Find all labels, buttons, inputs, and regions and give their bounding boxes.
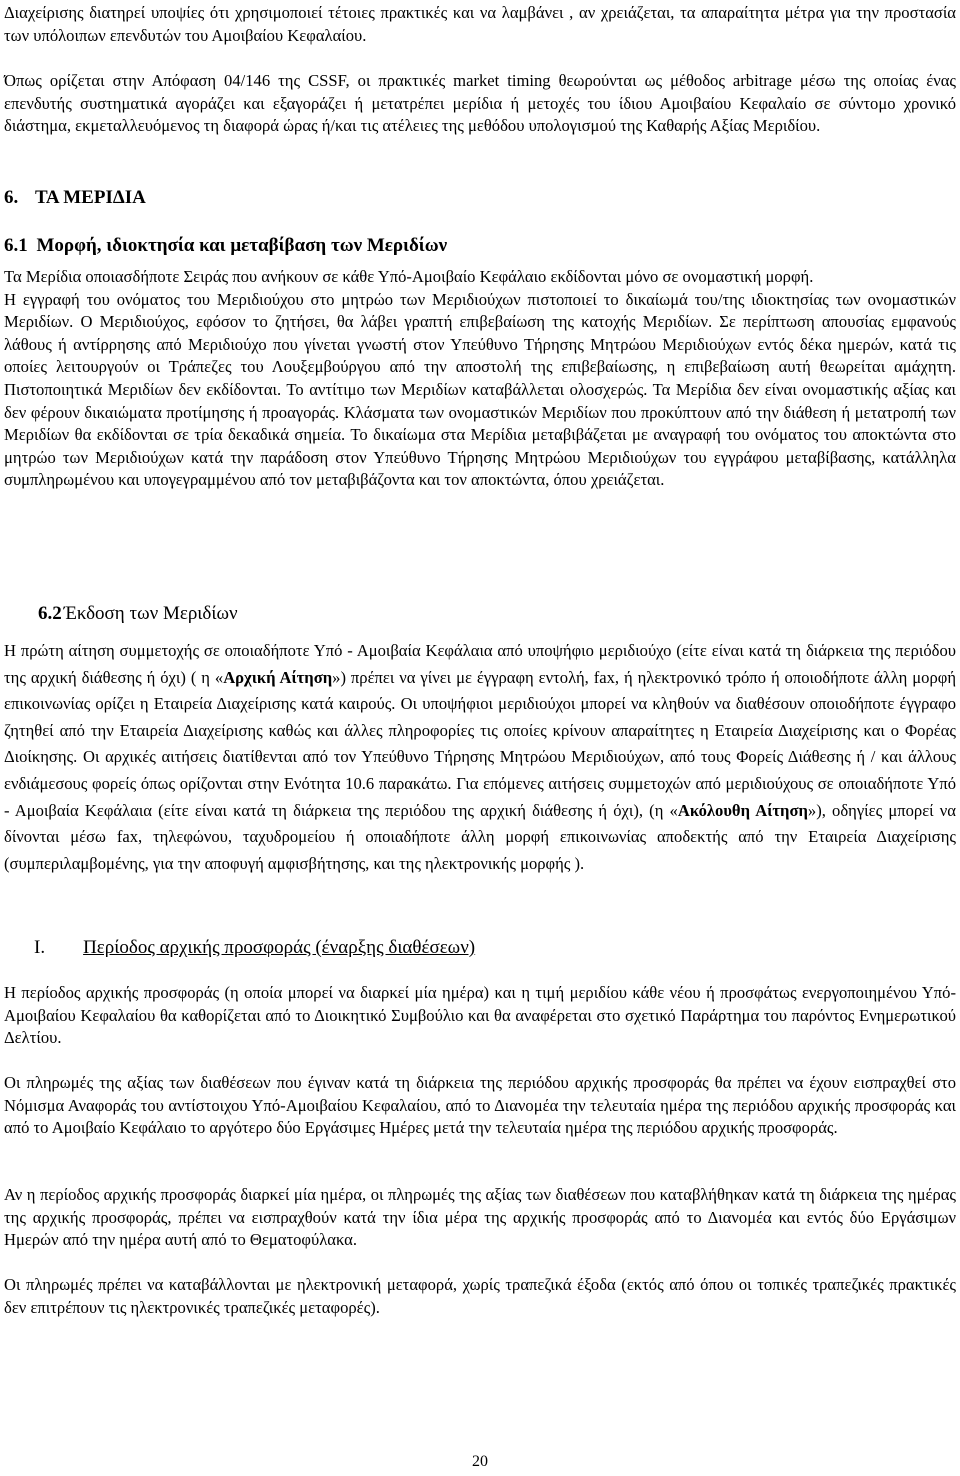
paragraph-text: Η περίοδος αρχικής προσφοράς (η οποία μπορεί να διαρκεί μία ημέρα) και η τιμή μεριδίου κάθε νέου ή προσφάτως ενεργοποιημένου Υπό-Αμοιβαίου Κεφαλαίου θα καθορίζεται από το Διοικητικό Συμβούλιο και θα αναφέρεται στο σχετικό Παράρτημα του παρόντος Ενημερωτικού Δελτίου. [4, 983, 956, 1048]
section-6-1-body [4, 266, 956, 492]
text-segment: ») πρέπει να γίνει με έγγραφη εντολή, fax, ή ηλεκτρονικό τρόπο ή οποιοδήποτε άλλη μορφή επικοινωνίας ορίζει η Εταιρεία Διαχείρισης κατά καιρούς. Οι υποψήφιοι μεριδιούχοι μπορεί να κληθούν να διαθέσουν οποιοδήποτε έγγραφο ζητηθεί από την Εταιρεία Διαχείρισης καθώς και άλλες πληροφορίες τις οποίες κρίνουν απαραίτητες η Εταιρεία Διαχείρισης και ο Φορέας Διοίκησης. Οι αρχικές αιτήσεις διατίθενται από τον Υπεύθυνο Τήρησης Μητρώου Μεριδιούχων, από τους Φορείς Διάθεσης ή / και άλλους ενδιάμεσους φορείς όπως ορίζονται στην Ενότητα 10.6 παρακάτω. Για επόμενες αιτήσεις συμμετοχών από μεριδιούχους σε οποιαδήποτε Υπό - Αμοιβαία Κεφάλαια (είτε είναι κατά τη διάρκεια της περιόδου της αρχική διάθεσης ή όχι), (η « [4, 667, 957, 820]
subsection-numeral: I. [34, 937, 46, 958]
section-title: ΤΑ ΜΕΡΙΔΙΑ [35, 187, 146, 208]
intro-tail-paragraph [4, 2, 956, 47]
initial-offer-paragraph-3 [4, 1184, 956, 1252]
subsequent-application-term: Ακόλουθη Αίτηση [677, 800, 808, 820]
paragraph-text: Αν η περίοδος αρχικής προσφοράς διαρκεί μία ημέρα, οι πληρωμές της αξίας των διαθέσεων που καταβλήθηκαν κατά τη διάρκεια της ημέρας της αρχικής προσφοράς, πρέπει να εισπραχθούν κατά την ίδια μέρα της αρχικής προσφοράς από το Διανομέα και εντός δύο Εργάσιμων Ημερών από την ημέρα αυτή από το Θεματοφύλακα. [4, 1185, 956, 1250]
section-6-heading [4, 186, 146, 210]
paragraph-text: Όπως ορίζεται στην Απόφαση 04/146 της CSSF, οι πρακτικές market timing θεωρούνται ως μέθοδος arbitrage μέσω της οποίας ένας επενδυτής συστηματικά αγοράζει και εξαγοράζει ή μετατρέπει μερίδια ή μετοχές του ίδιου Αμοιβαίου Κεφαλαίο σε σύντομο χρονικό διάστημα, εκμεταλλευόμενος τη διαφορά ώρας ή/και τις ατέλειες της μεθόδου υπολογισμού της Καθαρής Αξίας Μεριδίου. [4, 71, 956, 136]
initial-offer-paragraph-2 [4, 1072, 956, 1140]
page-number: 20 [472, 1453, 488, 1470]
paragraph-text: Οι πληρωμές πρέπει να καταβάλλονται με ηλεκτρονική μεταφορά, χωρίς τραπεζικά έξοδα (εκτός από όπου οι τοπικές τραπεζικές πρακτικές δεν επιτρέπουν τις ηλεκτρονικές τραπεζικές μεταφορές). [4, 1275, 956, 1317]
section-body-text: Η εγγραφή του ονόματος του Μεριδιούχου στο μητρώο των Μεριδιούχων πιστοποιεί το δικαίωμά του/της ιδιοκτησίας των ονομαστικών Μεριδίων. Ο Μεριδιούχος, εφόσον το ζητήσει, θα λάβει γραπτή επιβεβαίωση της κατοχής Μεριδίων. Σε περίπτωση απουσίας εμφανούς λάθους ή αντίρρησης από Μεριδιούχο που γίνεται γνωστή στον Υπεύθυνο Τήρησης Μητρώου Μεριδιούχων εντός δέκα ημερών, κατά τις οποίες λειτουργούν οι Τράπεζες του Λουξεμβούργου από την αποστολή της επιβεβαίωσης, η επιβεβαίωση αυτή θεωρείται αμάχητη. Πιστοποιητικά Μεριδίων δεν εκδίδονται. Το αντίτιμο των Μεριδίων καταβάλλεται ολοσχερώς. Τα Μερίδια δεν είναι ονομαστικής αξίας και δεν φέρουν δικαιώματα προτίμησης ή προαγοράς. Κλάσματα των ονομαστικών Μεριδίων που προκύπτουν από την διάθεση ή μετατροπή των Μεριδίων θα εκδίδονται σε τρία δεκαδικά σημεία. Το δικαίωμα στα Μερίδια μεταβιβάζεται με αναγραφή του ονόματος του αποκτώντα στο μητρώο των Μεριδιούχων κατά την παράδοση στον Υπεύθυνο Τήρησης Μητρώου Μεριδιούχων του εγγράφου μεταβίβασης, κατάλληλα συμπληρωμένου και υπογεγραμμένου από τον μεταβιβάζοντα και τον αποκτώντα, όπου χρειάζεται. [4, 289, 956, 490]
subsection-title: Περίοδος αρχικής προσφοράς (έναρξης διαθέσεων) [83, 937, 476, 958]
text-segment: Η πρώτη αίτηση συμμετοχής σε οποιαδήποτε Υπό - Αμοιβαία Κεφάλαια από υποψήφιο μεριδιούχο (είτε είναι κατά τη διάρκεια της περιόδου της αρχική διάθεσης ή όχι) ( η « [4, 641, 956, 687]
section-6-1-heading [4, 234, 447, 258]
market-timing-paragraph [4, 70, 956, 138]
section-lead-sentence: Τα Μερίδια οποιασδήποτε Σειράς που ανήκουν σε κάθε Υπό-Αμοιβαίο Κεφάλαιο εκδίδονται μόνο σε ονομαστική μορφή. [4, 267, 814, 286]
section-6-2-body [4, 638, 956, 877]
section-title: Έκδοση των Μεριδίων [63, 603, 238, 624]
section-number: 6. [4, 187, 19, 208]
paragraph-text: Οι πληρωμές της αξίας των διαθέσεων που έγιναν κατά τη διάρκεια της περιόδου αρχικής προσφοράς θα πρέπει να έχουν εισπραχθεί στο Νόμισμα Αναφοράς του αντίστοιχου Υπό-Αμοιβαίου Κεφαλαίου, από το Διανομέα την τελευταία ημέρα της περιόδου αρχικής προσφοράς και από το Αμοιβαίο Κεφάλαιο το αργότερο δύο Εργάσιμες Ημέρες μετά την τελευταία ημέρα της περιόδου αρχικής προσφοράς. [4, 1073, 956, 1138]
paragraph-text: Διαχείρισης διατηρεί υποψίες ότι χρησιμοποιεί τέτοιες πρακτικές και να λαμβάνει , αν χρειάζεται, τα απαραίτητα μέτρα για την προστασία των υπόλοιπων επενδυτών του Αμοιβαίου Κεφαλαίου. [4, 3, 956, 45]
issuance-paragraph [4, 638, 956, 877]
section-number: 6.1 [4, 235, 28, 256]
text-segment: »), οδηγίες μπορεί να δίνονται μέσω fax, τηλεφώνου, ταχυδρομείου ή οποιαδήποτε άλλη μορφή επικοινωνίας αποδεκτής από την Εταιρεία Διαχείρισης (συμπεριλαμβομένης, για την αποφυγή αμφισβήτησης, και της ηλεκτρονικής μορφής ). [4, 800, 957, 873]
initial-offer-paragraph-1 [4, 982, 956, 1050]
section-title: Μορφή, ιδιοκτησία και μεταβίβαση των Μεριδίων [36, 235, 448, 256]
section-6-2-heading [4, 602, 238, 626]
initial-application-term: Αρχική Αίτηση [223, 667, 333, 687]
section-number: 6.2 [38, 603, 62, 624]
subsection-i-heading [34, 936, 475, 960]
initial-offer-paragraph-4 [4, 1274, 956, 1319]
